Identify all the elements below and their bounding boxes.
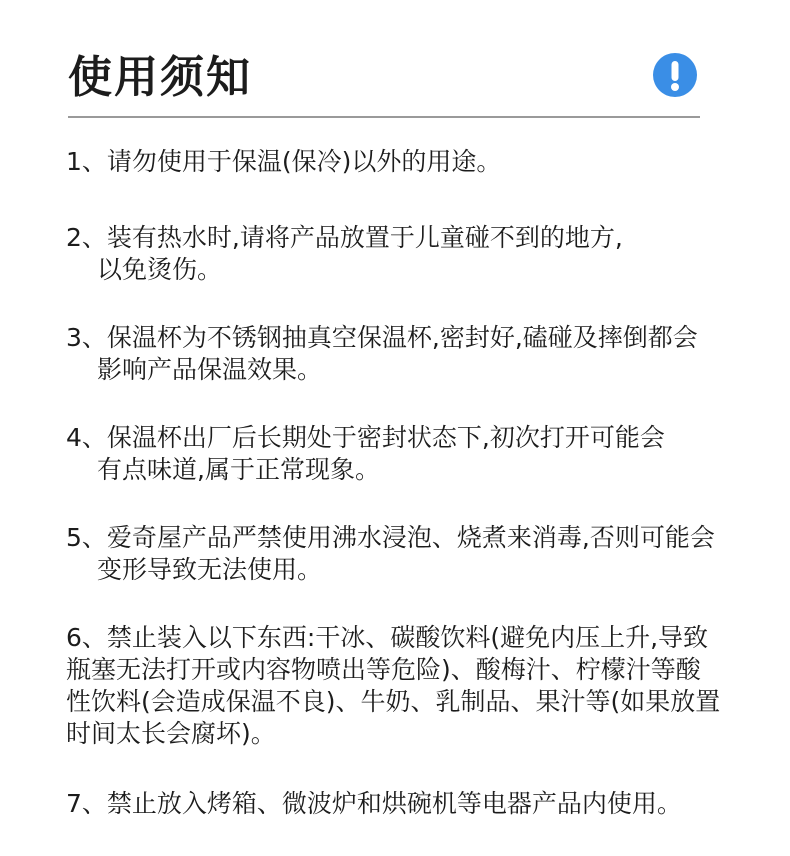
notice-item-5 [66, 522, 756, 586]
notice-item-1-line-1: 1、请勿使用于保温(保冷)以外的用途。 [66, 147, 502, 176]
notice-item-6-line-3: 性饮料(会造成保温不良)、牛奶、乳制品、果汁等(如果放置 [66, 687, 721, 716]
title-divider [68, 116, 700, 118]
notice-item-2 [66, 222, 756, 286]
notice-item-2-line-1: 2、装有热水时,请将产品放置于儿童碰不到的地方, [66, 223, 623, 252]
notice-item-4 [66, 422, 756, 486]
notice-item-3-line-2: 影响产品保温效果。 [97, 355, 323, 384]
notice-item-5-line-1: 5、爱奇屋产品严禁使用沸水浸泡、烧煮来消毒,否则可能会 [66, 523, 715, 552]
notice-item-2-line-2: 以免烫伤。 [97, 255, 223, 284]
notice-item-5-line-2: 变形导致无法使用。 [97, 555, 323, 584]
notice-item-3 [66, 322, 756, 386]
notice-item-3-line-1: 3、保温杯为不锈钢抽真空保温杯,密封好,磕碰及摔倒都会 [66, 323, 698, 352]
notice-item-6-line-1: 6、禁止装入以下东西:干冰、碳酸饮料(避免内压上升,导致 [66, 623, 709, 652]
notice-item-4-line-2: 有点味道,属于正常现象。 [97, 455, 380, 484]
notice-item-7-line-1: 7、禁止放入烤箱、微波炉和烘碗机等电器产品内使用。 [66, 789, 682, 818]
notice-item-1 [66, 146, 756, 178]
exclamation-circle-icon [652, 52, 698, 98]
notice-item-6-line-2: 瓶塞无法打开或内容物喷出等危险)、酸梅汁、柠檬汁等酸 [66, 655, 701, 684]
notice-item-4-line-1: 4、保温杯出厂后长期处于密封状态下,初次打开可能会 [66, 423, 665, 452]
notice-header [68, 44, 700, 114]
notice-item-7 [66, 788, 756, 820]
page-title: 使用须知 [68, 52, 252, 103]
notice-list [66, 146, 756, 820]
notice-item-6 [66, 622, 756, 750]
notice-item-6-line-4: 时间太长会腐坏)。 [66, 719, 276, 748]
